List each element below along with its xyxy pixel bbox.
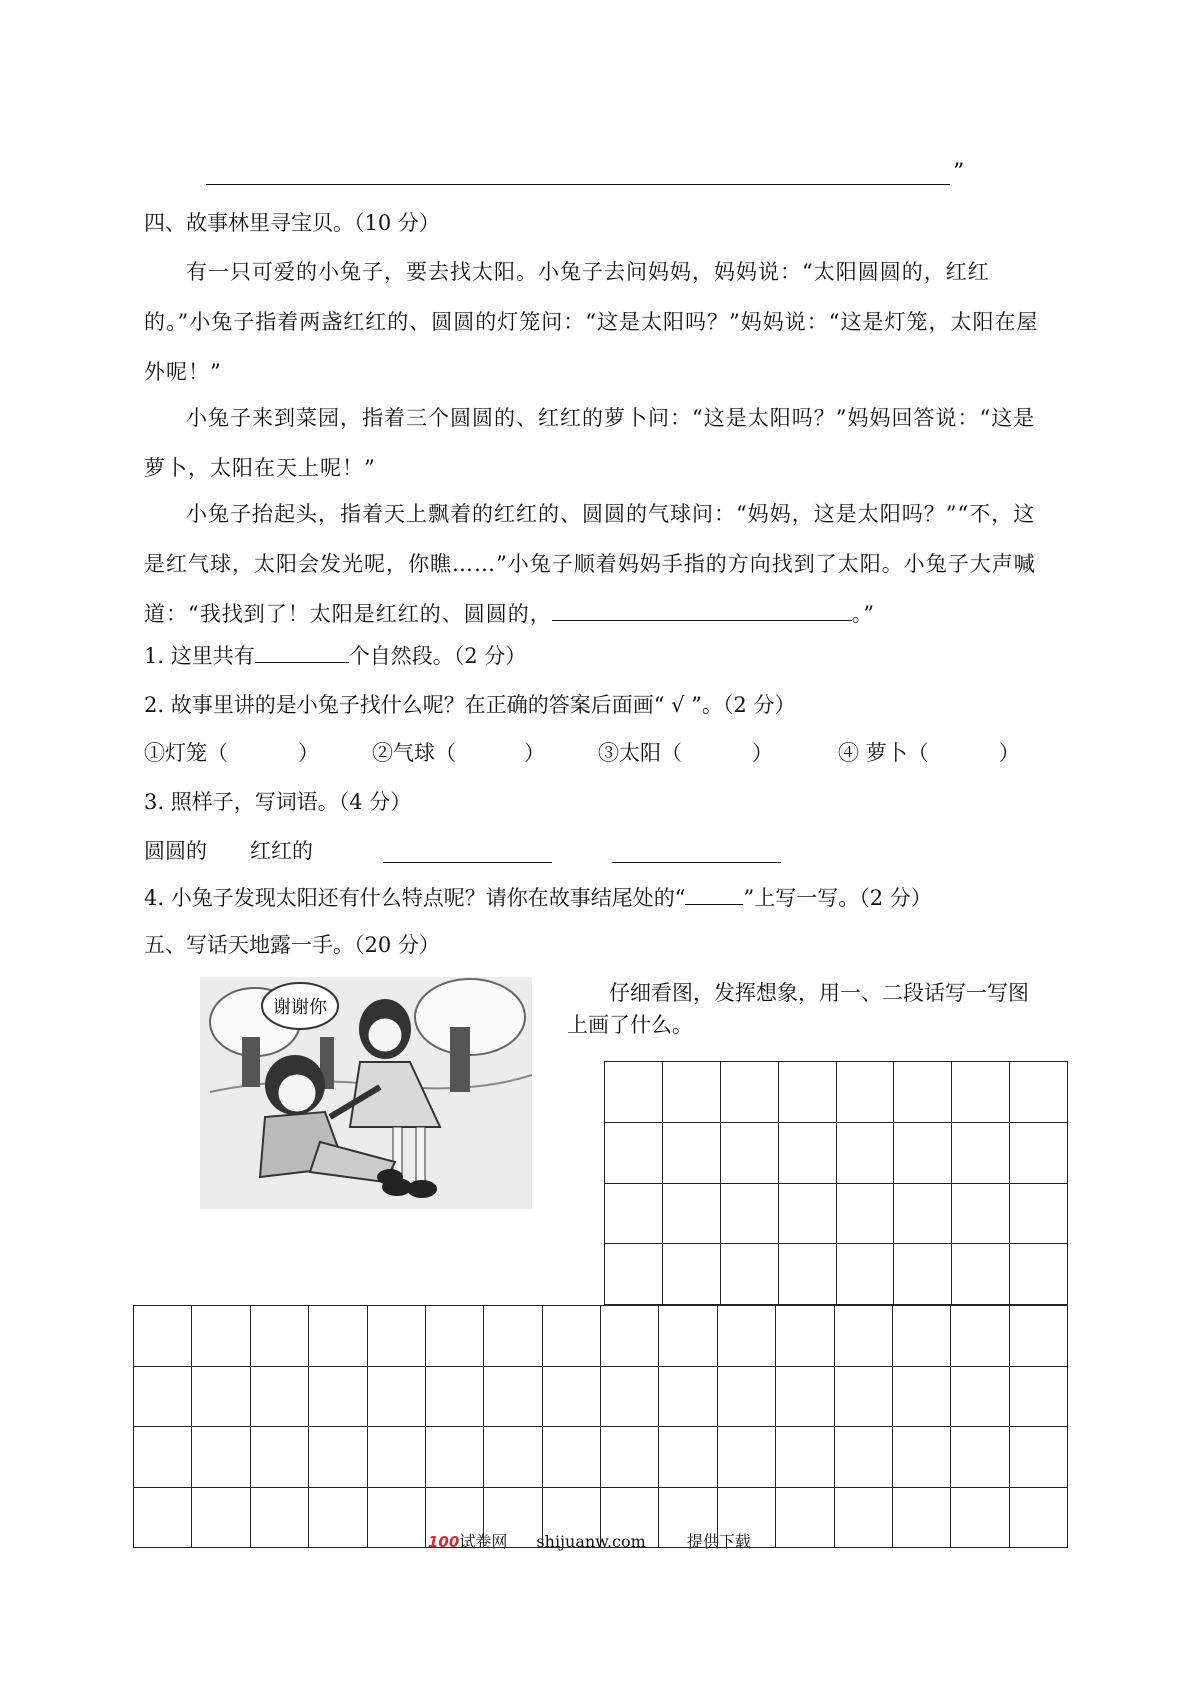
speech-bubble-text: 谢谢你 bbox=[273, 997, 327, 1018]
footer bbox=[428, 1529, 751, 1552]
closing-quote: ” bbox=[953, 160, 965, 185]
option-sun-close: ） bbox=[752, 741, 773, 765]
grid-cell[interactable] bbox=[192, 1306, 250, 1367]
grid-cell[interactable] bbox=[720, 1244, 778, 1305]
grid-cell[interactable] bbox=[605, 1062, 663, 1123]
grid-cell[interactable] bbox=[425, 1366, 483, 1427]
grid-cell[interactable] bbox=[605, 1122, 663, 1183]
grid-cell[interactable] bbox=[836, 1062, 894, 1123]
writing-prompt-text: 仔细看图，发挥想象，用一、二段话写一写图上画了什么。 bbox=[567, 981, 1029, 1037]
grid-cell[interactable] bbox=[425, 1306, 483, 1367]
writing-prompt-picture bbox=[200, 977, 532, 1209]
grid-cell[interactable] bbox=[894, 1183, 952, 1244]
question-1 bbox=[144, 641, 526, 671]
grid-cell[interactable] bbox=[894, 1122, 952, 1183]
question-4-post: ”上写一写。（2 分） bbox=[743, 886, 932, 910]
grid-cell[interactable] bbox=[1009, 1366, 1067, 1427]
grid-cell[interactable] bbox=[192, 1366, 250, 1427]
grid-cell[interactable] bbox=[601, 1427, 659, 1488]
option-balloon[interactable] bbox=[372, 738, 545, 768]
grid-cell[interactable] bbox=[952, 1122, 1010, 1183]
grid-row bbox=[605, 1244, 1068, 1305]
paragraph-count-blank[interactable] bbox=[255, 662, 349, 663]
grid-cell[interactable] bbox=[894, 1244, 952, 1305]
question-4-pre: 4. 小兔子发现太阳还有什么特点呢？请你在故事结尾处的“ bbox=[144, 886, 686, 910]
grid-cell[interactable] bbox=[367, 1306, 425, 1367]
grid-cell[interactable] bbox=[720, 1183, 778, 1244]
grid-cell[interactable] bbox=[836, 1183, 894, 1244]
example-word-1: 圆圆的 bbox=[144, 839, 207, 863]
question-3: 3. 照样子，写词语。（4 分） bbox=[144, 790, 412, 814]
grid-cell[interactable] bbox=[309, 1487, 367, 1548]
grid-cell[interactable] bbox=[662, 1062, 720, 1123]
option-radish-label: ④ 萝卜（ bbox=[838, 741, 929, 765]
grid-cell[interactable] bbox=[250, 1366, 308, 1427]
footer-domain[interactable]: shijuanw.com bbox=[536, 1532, 646, 1551]
section5-heading: 五、写话天地露一手。（20 分） bbox=[144, 933, 440, 957]
grid-cell[interactable] bbox=[1010, 1122, 1068, 1183]
grid-cell[interactable] bbox=[662, 1183, 720, 1244]
grid-cell[interactable] bbox=[720, 1122, 778, 1183]
grid-cell[interactable] bbox=[605, 1244, 663, 1305]
grid-cell[interactable] bbox=[778, 1122, 836, 1183]
footer-suffix: 提供下载 bbox=[686, 1532, 751, 1551]
writing-grid-bottom[interactable] bbox=[133, 1305, 1068, 1548]
question-2: 2. 故事里讲的是小兔子找什么呢？在正确的答案后面画“ √ ”。（2 分） bbox=[144, 693, 796, 717]
grid-cell[interactable] bbox=[1009, 1487, 1067, 1548]
grid-cell[interactable] bbox=[951, 1306, 1009, 1367]
option-sun[interactable] bbox=[598, 738, 773, 768]
option-balloon-label: ②气球（ bbox=[372, 741, 456, 765]
grid-row bbox=[134, 1306, 1068, 1367]
grid-cell[interactable] bbox=[1009, 1306, 1067, 1367]
word-blank-2[interactable] bbox=[612, 862, 781, 863]
word-blank-1[interactable] bbox=[383, 862, 552, 863]
grid-cell[interactable] bbox=[134, 1487, 192, 1548]
grid-cell[interactable] bbox=[601, 1366, 659, 1427]
grid-cell[interactable] bbox=[484, 1306, 542, 1367]
option-lantern-close: ） bbox=[298, 741, 319, 765]
grid-cell[interactable] bbox=[834, 1306, 892, 1367]
grid-cell[interactable] bbox=[892, 1306, 950, 1367]
grid-cell[interactable] bbox=[892, 1427, 950, 1488]
grid-cell[interactable] bbox=[367, 1427, 425, 1488]
grid-cell[interactable] bbox=[834, 1487, 892, 1548]
grid-row bbox=[605, 1122, 1068, 1183]
story-ending-quote: 。” bbox=[851, 602, 875, 626]
option-radish[interactable] bbox=[838, 738, 1020, 768]
grid-cell[interactable] bbox=[717, 1427, 775, 1488]
answer-line-top[interactable] bbox=[206, 184, 950, 185]
grid-cell[interactable] bbox=[778, 1183, 836, 1244]
grid-cell[interactable] bbox=[952, 1062, 1010, 1123]
grid-cell[interactable] bbox=[717, 1306, 775, 1367]
grid-cell[interactable] bbox=[309, 1366, 367, 1427]
question-1-pre: 1. 这里共有 bbox=[144, 644, 255, 668]
grid-cell[interactable] bbox=[776, 1306, 834, 1367]
story-ending-blank[interactable] bbox=[552, 620, 852, 621]
grid-cell[interactable] bbox=[309, 1427, 367, 1488]
option-lantern-label: ①灯笼（ bbox=[144, 741, 228, 765]
grid-cell[interactable] bbox=[367, 1366, 425, 1427]
grid-cell[interactable] bbox=[951, 1427, 1009, 1488]
option-balloon-close: ） bbox=[524, 741, 545, 765]
grid-row bbox=[605, 1183, 1068, 1244]
grid-cell[interactable] bbox=[134, 1366, 192, 1427]
story-paragraph-2: 小兔子来到菜园，指着三个圆圆的、红红的萝卜问：“这是太阳吗？”妈妈回答说：“这是萝卜，太阳在天上呢！” bbox=[144, 406, 1036, 480]
question-1-post: 个自然段。（2 分） bbox=[348, 644, 527, 668]
grid-cell[interactable] bbox=[952, 1244, 1010, 1305]
grid-cell[interactable] bbox=[250, 1487, 308, 1548]
grid-cell[interactable] bbox=[367, 1487, 425, 1548]
grid-cell[interactable] bbox=[659, 1306, 717, 1367]
story-paragraph-3-text: 小兔子抬起头，指着天上飘着的红红的、圆圆的气球问：“妈妈，这是太阳吗？”“不，这是红气球，太阳会发光呢，你瞧……”小兔子顺着妈妈手指的方向找到了太阳。小兔子大声喊道：“我找到了！太阳是红红的、圆圆的， bbox=[144, 502, 1036, 626]
section4-heading: 四、故事林里寻宝贝。（10 分） bbox=[144, 211, 440, 235]
footer-logo: 100 bbox=[428, 1533, 460, 1551]
grid-row bbox=[134, 1427, 1068, 1488]
footer-site: 试卷网 bbox=[459, 1532, 508, 1551]
question-4-blank[interactable] bbox=[685, 904, 743, 905]
example-word-2: 红红的 bbox=[250, 839, 313, 863]
option-lantern[interactable] bbox=[144, 738, 319, 768]
grid-cell[interactable] bbox=[776, 1366, 834, 1427]
grid-cell[interactable] bbox=[192, 1427, 250, 1488]
grid-cell[interactable] bbox=[542, 1306, 600, 1367]
grid-cell[interactable] bbox=[836, 1122, 894, 1183]
grid-cell[interactable] bbox=[425, 1427, 483, 1488]
grid-cell[interactable] bbox=[894, 1062, 952, 1123]
grid-cell[interactable] bbox=[717, 1366, 775, 1427]
grid-cell[interactable] bbox=[834, 1366, 892, 1427]
grid-cell[interactable] bbox=[892, 1487, 950, 1548]
grid-cell[interactable] bbox=[659, 1427, 717, 1488]
grid-cell[interactable] bbox=[542, 1427, 600, 1488]
grid-cell[interactable] bbox=[834, 1427, 892, 1488]
grid-row bbox=[605, 1062, 1068, 1123]
grid-row bbox=[134, 1366, 1068, 1427]
children-illustration bbox=[200, 977, 532, 1209]
grid-cell[interactable] bbox=[659, 1366, 717, 1427]
writing-grid-top[interactable] bbox=[604, 1061, 1068, 1305]
story-paragraph-1: 有一只可爱的小兔子，要去找太阳。小兔子去问妈妈，妈妈说：“太阳圆圆的，红红的。”小兔子指着两盏红红的、圆圆的灯笼问：“这是太阳吗？”妈妈说：“这是灯笼，太阳在屋外呢！” bbox=[144, 260, 1039, 384]
grid-cell[interactable] bbox=[601, 1306, 659, 1367]
grid-cell[interactable] bbox=[951, 1487, 1009, 1548]
grid-cell[interactable] bbox=[1009, 1427, 1067, 1488]
grid-cell[interactable] bbox=[662, 1122, 720, 1183]
option-radish-close: ） bbox=[998, 741, 1020, 765]
grid-cell[interactable] bbox=[776, 1487, 834, 1548]
grid-cell[interactable] bbox=[836, 1244, 894, 1305]
grid-cell[interactable] bbox=[1010, 1244, 1068, 1305]
grid-cell[interactable] bbox=[484, 1366, 542, 1427]
grid-cell[interactable] bbox=[892, 1366, 950, 1427]
grid-cell[interactable] bbox=[951, 1366, 1009, 1427]
grid-cell[interactable] bbox=[720, 1062, 778, 1123]
grid-cell[interactable] bbox=[134, 1427, 192, 1488]
grid-cell[interactable] bbox=[542, 1366, 600, 1427]
grid-cell[interactable] bbox=[1010, 1062, 1068, 1123]
grid-cell[interactable] bbox=[605, 1183, 663, 1244]
grid-cell[interactable] bbox=[1010, 1183, 1068, 1244]
grid-cell[interactable] bbox=[778, 1062, 836, 1123]
story-paragraph-3 bbox=[144, 489, 1056, 639]
grid-cell[interactable] bbox=[309, 1306, 367, 1367]
grid-cell[interactable] bbox=[484, 1427, 542, 1488]
grid-cell[interactable] bbox=[192, 1487, 250, 1548]
grid-cell[interactable] bbox=[250, 1427, 308, 1488]
question-4 bbox=[144, 883, 932, 913]
grid-cell[interactable] bbox=[778, 1244, 836, 1305]
grid-cell[interactable] bbox=[662, 1244, 720, 1305]
option-sun-label: ③太阳（ bbox=[598, 741, 682, 765]
grid-cell[interactable] bbox=[250, 1306, 308, 1367]
grid-cell[interactable] bbox=[134, 1306, 192, 1367]
grid-cell[interactable] bbox=[952, 1183, 1010, 1244]
grid-cell[interactable] bbox=[776, 1427, 834, 1488]
